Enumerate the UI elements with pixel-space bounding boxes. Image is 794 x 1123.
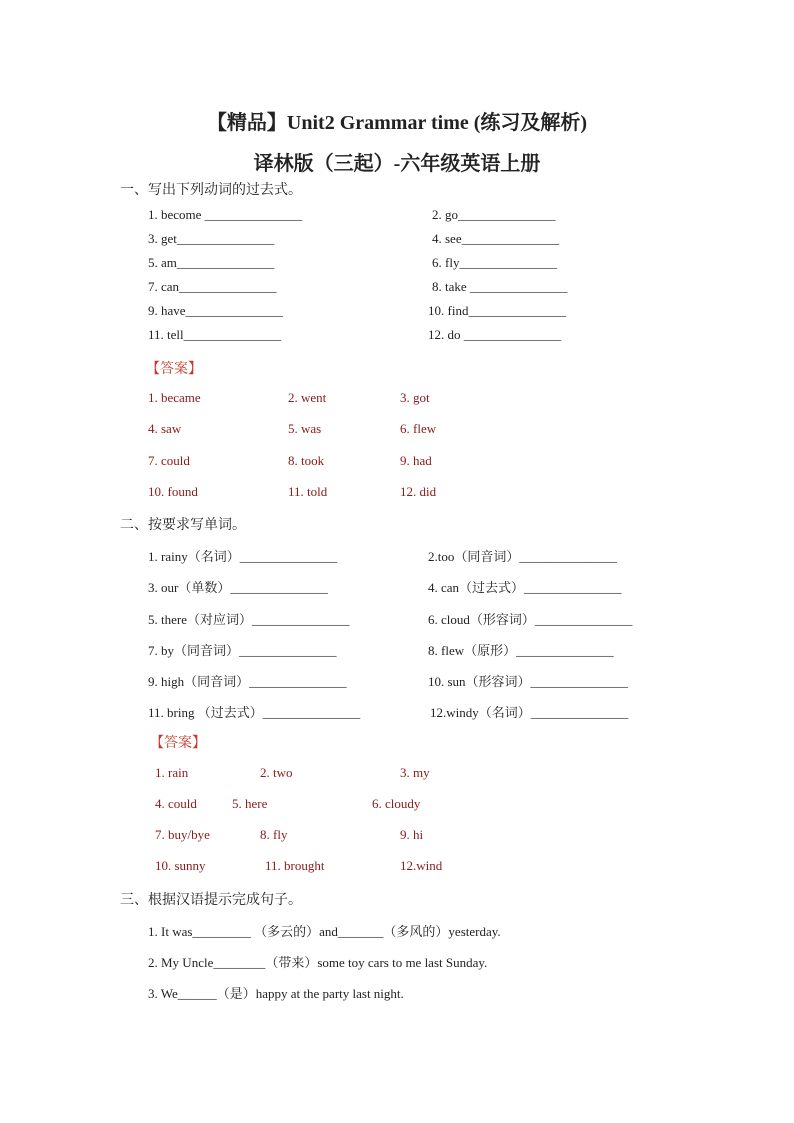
exercise-item: 1. rainy（名词）_______________ [148,549,338,564]
exercise-item: 9. have_______________ [148,303,284,318]
exercise-item: 1. become _______________ [148,207,303,222]
answer-item: 4. could [155,796,197,811]
exercise-item: 6. cloud（形容词）_______________ [428,612,633,627]
exercise-item: 10. find_______________ [428,303,566,318]
answer-item: 8. fly [260,827,288,842]
answer-item: 4. saw [148,421,182,436]
exercise-item: 9. high（同音词）_______________ [148,674,347,689]
page-title: 【精品】Unit2 Grammar time (练习及解析) [206,112,588,134]
exercise-item: 5. there（对应词）_______________ [148,612,350,627]
exercise-item: 6. fly_______________ [432,255,557,270]
answer-item: 6. cloudy [372,796,421,811]
answer-item: 7. could [148,453,190,468]
answer-item: 2. went [288,390,327,405]
section-heading: 一、写出下列动词的过去式。 [120,183,302,198]
exercise-item: 11. tell_______________ [148,327,282,342]
answer-item: 5. was [288,421,322,436]
page-subtitle: 译林版（三起）-六年级英语上册 [253,153,541,175]
exercise-item: 11. bring （过去式）_______________ [148,705,361,720]
exercise-item: 2. My Uncle________（带来）some toy cars to me last Sunday. [148,955,488,970]
exercise-item: 3. We______（是）happy at the party last night. [148,986,404,1001]
exercise-item: 2.too（同音词）_______________ [428,549,617,564]
answer-item: 11. told [288,484,328,499]
answer-item: 3. got [400,390,430,405]
exercise-item: 3. get_______________ [148,231,275,246]
exercise-item: 12. do _______________ [428,327,562,342]
answer-item: 1. rain [155,765,189,780]
exercise-item: 4. see_______________ [432,231,560,246]
exercise-item: 5. am_______________ [148,255,275,270]
exercise-item: 4. can（过去式）_______________ [428,580,622,595]
answer-item: 1. became [148,390,201,405]
answer-item: 9. had [400,453,432,468]
answer-item: 11. brought [265,858,325,873]
exercise-item: 7. by（同音词）_______________ [148,643,337,658]
exercise-item: 7. can_______________ [148,279,277,294]
exercise-item: 3. our（单数）_______________ [148,580,328,595]
answer-item: 12. did [400,484,437,499]
answer-item: 10. found [148,484,198,499]
answer-item: 3. my [400,765,430,780]
section-heading: 二、按要求写单词。 [120,518,246,533]
answer-item: 6. flew [400,421,437,436]
exercise-item: 8. flew（原形）_______________ [428,643,614,658]
exercise-item: 1. It was_________ （多云的）and_______（多风的）yesterday. [148,924,501,939]
answer-item: 2. two [260,765,293,780]
answer-item: 12.wind [400,858,443,873]
exercise-item: 10. sun（形容词）_______________ [428,674,629,689]
exercise-item: 12.windy（名词）_______________ [430,705,629,720]
answer-tag: 【答案】 [146,362,202,377]
answer-item: 10. sunny [155,858,206,873]
answer-item: 7. buy/bye [155,827,210,842]
section-heading: 三、根据汉语提示完成句子。 [120,893,302,908]
exercise-item: 8. take _______________ [432,279,568,294]
answer-tag: 【答案】 [150,736,206,751]
answer-item: 9. hi [400,827,424,842]
answer-item: 5. here [232,796,268,811]
exercise-item: 2. go_______________ [432,207,556,222]
answer-item: 8. took [288,453,325,468]
